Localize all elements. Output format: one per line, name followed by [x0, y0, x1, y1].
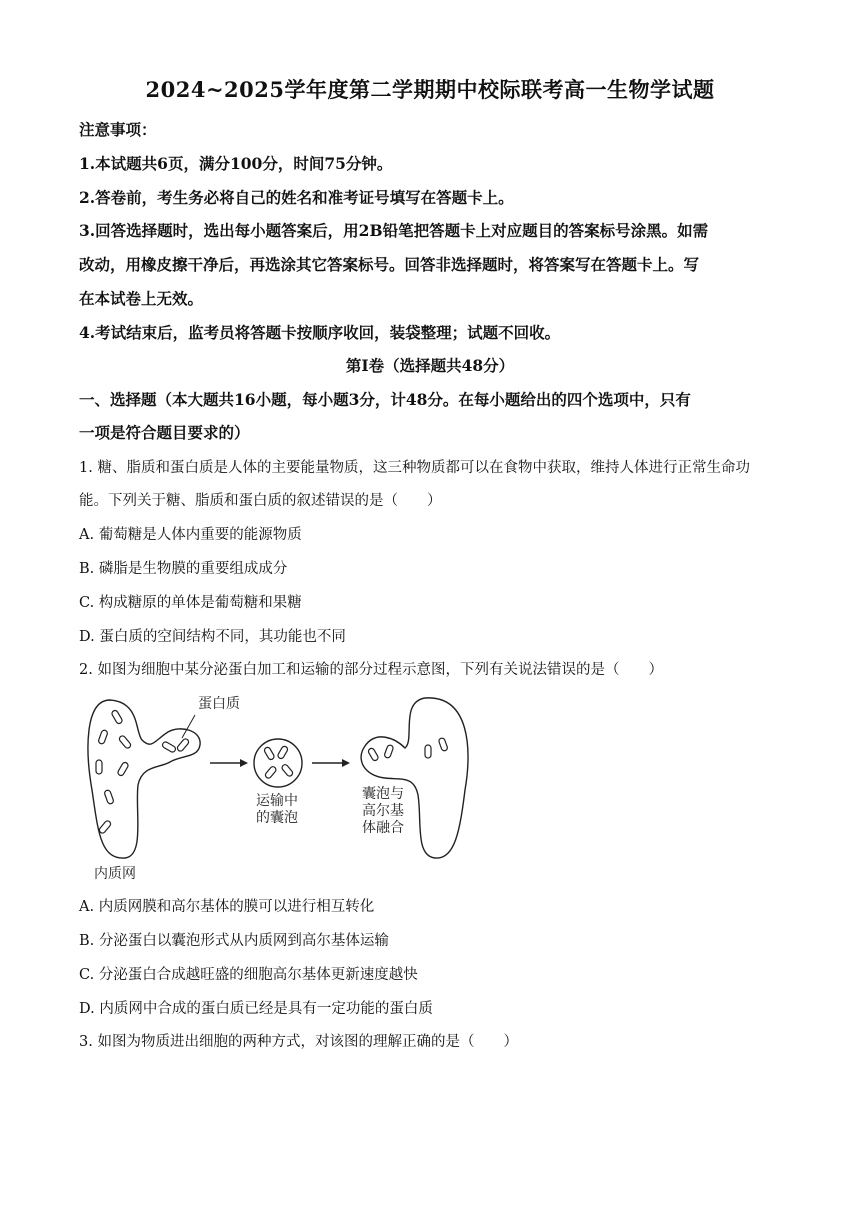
part1-instruction-line-2: 一项是符合题目要求的）: [79, 423, 250, 442]
vesicle-protein-marks: [263, 745, 293, 779]
notice-heading: 注意事项：: [79, 120, 157, 139]
notice-item-4: 4.考试结束后，监考员将答题卡按顺序收回，装袋整理；试题不回收。: [79, 323, 561, 342]
label-vesicle-line-1: 运输中: [256, 793, 298, 809]
label-fusion-line-1: 囊泡与: [362, 786, 404, 802]
q1-option-a: A. 葡萄糖是人体内重要的能源物质: [79, 527, 302, 543]
q1-stem-line-2: 能。下列关于糖、脂质和蛋白质的叙述错误的是（ ）: [79, 493, 442, 509]
arrow-1: [210, 759, 248, 767]
arrow-2: [312, 759, 350, 767]
q3-stem: 3. 如图为物质进出细胞的两种方式，对该图的理解正确的是（ ）: [79, 1034, 518, 1050]
q2-stem: 2. 如图为细胞中某分泌蛋白加工和运输的部分过程示意图，下列有关说法错误的是（ ）: [79, 662, 663, 678]
notice-item-3-line-3: 在本试卷上无效。: [79, 289, 204, 308]
q1-stem-line-1: 1. 糖、脂质和蛋白质是人体的主要能量物质，这三种物质都可以在食物中获取，维持人体进行正常生命功: [79, 460, 750, 476]
q2-option-d: D. 内质网中合成的蛋白质已经是具有一定功能的蛋白质: [79, 1001, 433, 1017]
transport-vesicle: [254, 739, 302, 787]
label-protein: 蛋白质: [198, 696, 240, 712]
notice-item-2: 2.答卷前，考生务必将自己的姓名和准考证号填写在答题卡上。: [79, 188, 514, 207]
label-er: 内质网: [94, 866, 136, 882]
exam-title: 2024~2025学年度第二学期期中校际联考高一生物学试题: [145, 77, 715, 102]
er-shape: [88, 700, 200, 858]
q2-option-b: B. 分泌蛋白以囊泡形式从内质网到高尔基体运输: [79, 933, 389, 949]
protein-pointer: [182, 715, 195, 738]
q2-option-c: C. 分泌蛋白合成越旺盛的细胞高尔基体更新速度越快: [79, 967, 418, 983]
notice-item-3-line-2: 改动，用橡皮擦干净后，再选涂其它答案标号。回答非选择题时，将答案写在答题卡上。写: [79, 255, 700, 274]
notice-item-3-line-1: 3.回答选择题时，选出每小题答案后，用2B铅笔把答题卡上对应题目的答案标号涂黑。如需: [79, 221, 709, 240]
part1-instruction-line-1: 一、选择题（本大题共16小题，每小题3分，计48分。在每小题给出的四个选项中，只有: [79, 390, 691, 409]
q1-option-d: D. 蛋白质的空间结构不同，其功能也不同: [79, 629, 346, 645]
er-protein-marks: [96, 709, 190, 834]
label-fusion-line-2: 高尔基: [362, 803, 404, 819]
secretory-protein-diagram: [80, 690, 480, 890]
label-fusion-line-3: 体融合: [362, 820, 404, 836]
notice-item-1: 1.本试题共6页，满分100分，时间75分钟。: [79, 154, 393, 173]
section-title: 第Ⅰ卷（选择题共48分）: [345, 356, 515, 375]
q2-option-a: A. 内质网膜和高尔基体的膜可以进行相互转化: [79, 899, 375, 915]
label-vesicle-line-2: 的囊泡: [256, 810, 298, 826]
q1-option-c: C. 构成糖原的单体是葡萄糖和果糖: [79, 595, 302, 611]
q1-option-b: B. 磷脂是生物膜的重要组成成分: [79, 561, 288, 577]
